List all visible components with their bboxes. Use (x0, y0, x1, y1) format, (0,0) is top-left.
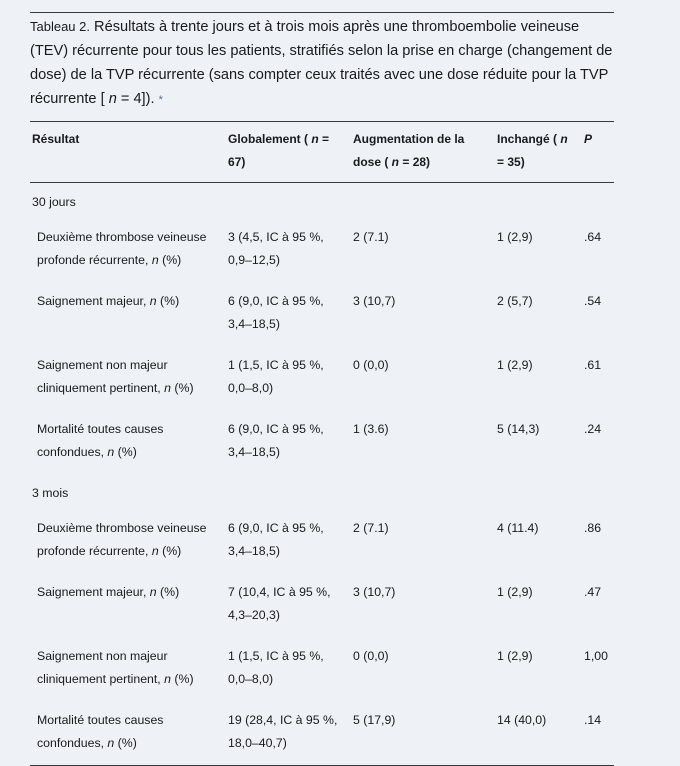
table-row (30, 701, 614, 766)
cell-increase: 1 (3.6) (353, 422, 389, 436)
cell-p: 1,00 (584, 649, 608, 663)
caption-n-value: = 4]). (116, 91, 155, 107)
cell-increase: 0 (0,0) (353, 358, 389, 372)
cell-overall: 1 (1,5, IC à 95 %, 0,0–8,0) (228, 649, 324, 686)
cell-unchanged: 5 (14,3) (497, 422, 540, 436)
table-row (30, 218, 614, 282)
cell-unchanged: 1 (2,9) (497, 358, 533, 372)
header-result: Résultat (30, 122, 226, 183)
cell-unchanged: 4 (11.4) (497, 521, 539, 535)
row-label: Saignement non majeur cliniquement pertinent, n (%) (37, 649, 194, 686)
cell-overall: 6 (9,0, IC à 95 %, 3,4–18,5) (228, 422, 324, 459)
row-label: Saignement majeur, n (%) (37, 585, 180, 599)
row-label: Mortalité toutes causes confondues, n (%) (37, 422, 164, 459)
cell-overall: 6 (9,0, IC à 95 %, 3,4–18,5) (228, 521, 324, 558)
cell-increase: 3 (10,7) (353, 585, 396, 599)
row-label: Deuxième thrombose veineuse profonde récurrente, n (%) (37, 230, 207, 267)
results-table (30, 122, 614, 766)
cell-overall: 1 (1,5, IC à 95 %, 0,0–8,0) (228, 358, 324, 395)
cell-unchanged: 2 (5,7) (497, 294, 533, 308)
row-label: Mortalité toutes causes confondues, n (%) (30, 701, 226, 766)
cell-overall: 6 (9,0, IC à 95 %, 3,4–18,5) (228, 294, 324, 331)
table-figure (30, 12, 614, 766)
table-row (30, 282, 614, 346)
section-row (30, 474, 614, 509)
cell-unchanged: 1 (2,9) (497, 649, 533, 663)
header-overall: Globalement ( n = 67) (226, 122, 351, 183)
cell-increase: 3 (10,7) (353, 294, 396, 308)
caption-n: n (108, 91, 117, 107)
table-row (30, 509, 614, 573)
row-label: Saignement non majeur cliniquement pertinent, n (%) (37, 358, 194, 395)
cell-increase: 5 (17,9) (351, 701, 495, 766)
table-row (30, 573, 614, 637)
table-row (30, 637, 614, 701)
cell-increase: 2 (7.1) (353, 230, 389, 244)
cell-p: .14 (582, 701, 614, 766)
header-row (30, 122, 614, 183)
cell-p: .24 (584, 422, 602, 436)
caption-text: Résultats à trente jours et à trois mois après une thromboembolie veineuse (TEV) récurrente pour tous les patients, stratifiés selon la prise en charge (changement de dose) de la TVP récurrente (sans compter ceux traités avec une dose réduite pour la TVP récurrente [ (30, 19, 613, 107)
table-row (30, 410, 614, 474)
header-unchanged: Inchangé ( n = 35) (495, 122, 582, 183)
cell-unchanged: 1 (2,9) (497, 585, 533, 599)
cell-p: .61 (584, 358, 602, 372)
cell-unchanged: 14 (40,0) (495, 701, 582, 766)
section-title: 3 mois (32, 486, 69, 500)
header-p: P (582, 122, 614, 183)
cell-p: .54 (584, 294, 602, 308)
header-dose-increase: Augmentation de la dose ( n = 28) (351, 122, 495, 183)
section-row (30, 183, 614, 219)
section-title: 30 jours (32, 195, 76, 209)
top-rule (30, 12, 614, 13)
cell-increase: 0 (0,0) (353, 649, 389, 663)
footnote-marker[interactable]: * (158, 94, 163, 106)
cell-overall: 3 (4,5, IC à 95 %, 0,9–12,5) (228, 230, 324, 267)
cell-overall: 19 (28,4, IC à 95 %, 18,0–40,7) (226, 701, 351, 766)
cell-overall: 7 (10,4, IC à 95 %, 4,3–20,3) (228, 585, 331, 622)
cell-unchanged: 1 (2,9) (497, 230, 533, 244)
cell-p: .86 (584, 521, 602, 535)
row-label: Saignement majeur, n (%) (37, 294, 180, 308)
table-row (30, 346, 614, 410)
cell-increase: 2 (7.1) (353, 521, 389, 535)
caption-label: Tableau 2. (30, 19, 90, 34)
row-label: Deuxième thrombose veineuse profonde récurrente, n (%) (37, 521, 207, 558)
table-caption (30, 15, 614, 121)
cell-p: .47 (584, 585, 602, 599)
cell-p: .64 (584, 230, 602, 244)
